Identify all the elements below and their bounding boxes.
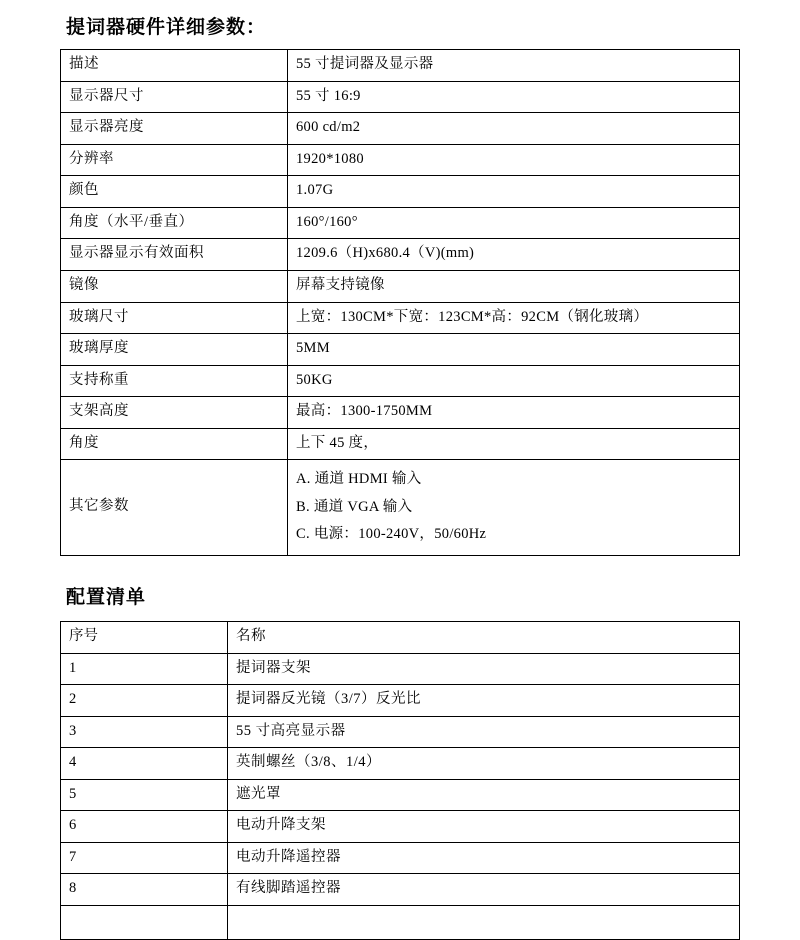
other-param-line: B. 通道 VGA 输入 — [296, 498, 413, 515]
spec-label: 显示器亮度 — [61, 113, 288, 145]
spec-label: 玻璃尺寸 — [61, 302, 288, 334]
spec-value: 55 寸 16:9 — [288, 81, 740, 113]
spec-value: 160°/160° — [288, 207, 740, 239]
spec-table-body — [61, 50, 740, 556]
spec-value: 1209.6（H)x680.4（V)(mm) — [288, 239, 740, 271]
spec-value: 50KG — [288, 365, 740, 397]
spec-value: 600 cd/m2 — [288, 113, 740, 145]
table-row — [61, 685, 740, 717]
list-num: 7 — [61, 842, 228, 874]
list-num: 6 — [61, 811, 228, 843]
config-list-table — [60, 621, 740, 940]
table-row — [61, 113, 740, 145]
table-row — [61, 842, 740, 874]
table-row — [61, 144, 740, 176]
spec-value: 屏幕支持镜像 — [288, 270, 740, 302]
list-name: 提词器反光镜（3/7）反光比 — [228, 685, 740, 717]
list-name: 有线脚踏遥控器 — [228, 874, 740, 906]
table-row — [61, 428, 740, 460]
spec-value: 上下 45 度， — [288, 428, 740, 460]
spec-label: 角度（水平/垂直） — [61, 207, 288, 239]
table-row — [61, 716, 740, 748]
spec-label: 其它参数 — [61, 460, 288, 556]
list-heading: 配置清单 — [66, 586, 147, 608]
spec-value: 1920*1080 — [288, 144, 740, 176]
table-row — [61, 50, 740, 82]
other-param-line: C. 电源：100-240V，50/60Hz — [296, 526, 487, 543]
table-header-row — [61, 621, 740, 653]
table-row — [61, 748, 740, 780]
table-row — [61, 270, 740, 302]
table-row — [61, 811, 740, 843]
spec-label: 显示器尺寸 — [61, 81, 288, 113]
config-list-body — [61, 621, 740, 939]
table-row — [61, 779, 740, 811]
list-num: 4 — [61, 748, 228, 780]
table-row — [61, 653, 740, 685]
spec-label: 支架高度 — [61, 397, 288, 429]
list-name: 55 寸高亮显示器 — [228, 716, 740, 748]
table-row-other-params — [61, 460, 740, 556]
spec-label: 描述 — [61, 50, 288, 82]
spec-label: 显示器显示有效面积 — [61, 239, 288, 271]
spec-label: 角度 — [61, 428, 288, 460]
list-name: 提词器支架 — [228, 653, 740, 685]
spec-label: 颜色 — [61, 176, 288, 208]
list-num — [61, 906, 228, 940]
spec-value: 55 寸提词器及显示器 — [288, 50, 740, 82]
table-row — [61, 365, 740, 397]
spec-value-other — [288, 460, 740, 556]
table-row-empty — [61, 906, 740, 940]
table-row — [61, 397, 740, 429]
table-row — [61, 874, 740, 906]
table-row — [61, 81, 740, 113]
list-num: 5 — [61, 779, 228, 811]
table-row — [61, 176, 740, 208]
column-header-num: 序号 — [61, 621, 228, 653]
spec-label: 分辨率 — [61, 144, 288, 176]
table-row — [61, 207, 740, 239]
spec-value: 1.07G — [288, 176, 740, 208]
list-num: 3 — [61, 716, 228, 748]
spec-label: 支持称重 — [61, 365, 288, 397]
list-name — [228, 906, 740, 940]
spec-label: 镜像 — [61, 270, 288, 302]
other-param-line: A. 通道 HDMI 输入 — [296, 471, 422, 488]
spec-table — [60, 49, 740, 556]
spec-value: 上宽：130CM*下宽：123CM*高：92CM（钢化玻璃） — [288, 302, 740, 334]
spec-value: 最高：1300-1750MM — [288, 397, 740, 429]
list-name: 英制螺丝（3/8、1/4） — [228, 748, 740, 780]
table-row — [61, 334, 740, 366]
spec-label: 玻璃厚度 — [61, 334, 288, 366]
column-header-name: 名称 — [228, 621, 740, 653]
table-row — [61, 302, 740, 334]
list-name: 遮光罩 — [228, 779, 740, 811]
list-num: 8 — [61, 874, 228, 906]
table-row — [61, 239, 740, 271]
list-name: 电动升降遥控器 — [228, 842, 740, 874]
list-num: 2 — [61, 685, 228, 717]
spec-heading: 提词器硬件详细参数： — [66, 17, 267, 38]
list-name: 电动升降支架 — [228, 811, 740, 843]
list-num: 1 — [61, 653, 228, 685]
spec-value: 5MM — [288, 334, 740, 366]
